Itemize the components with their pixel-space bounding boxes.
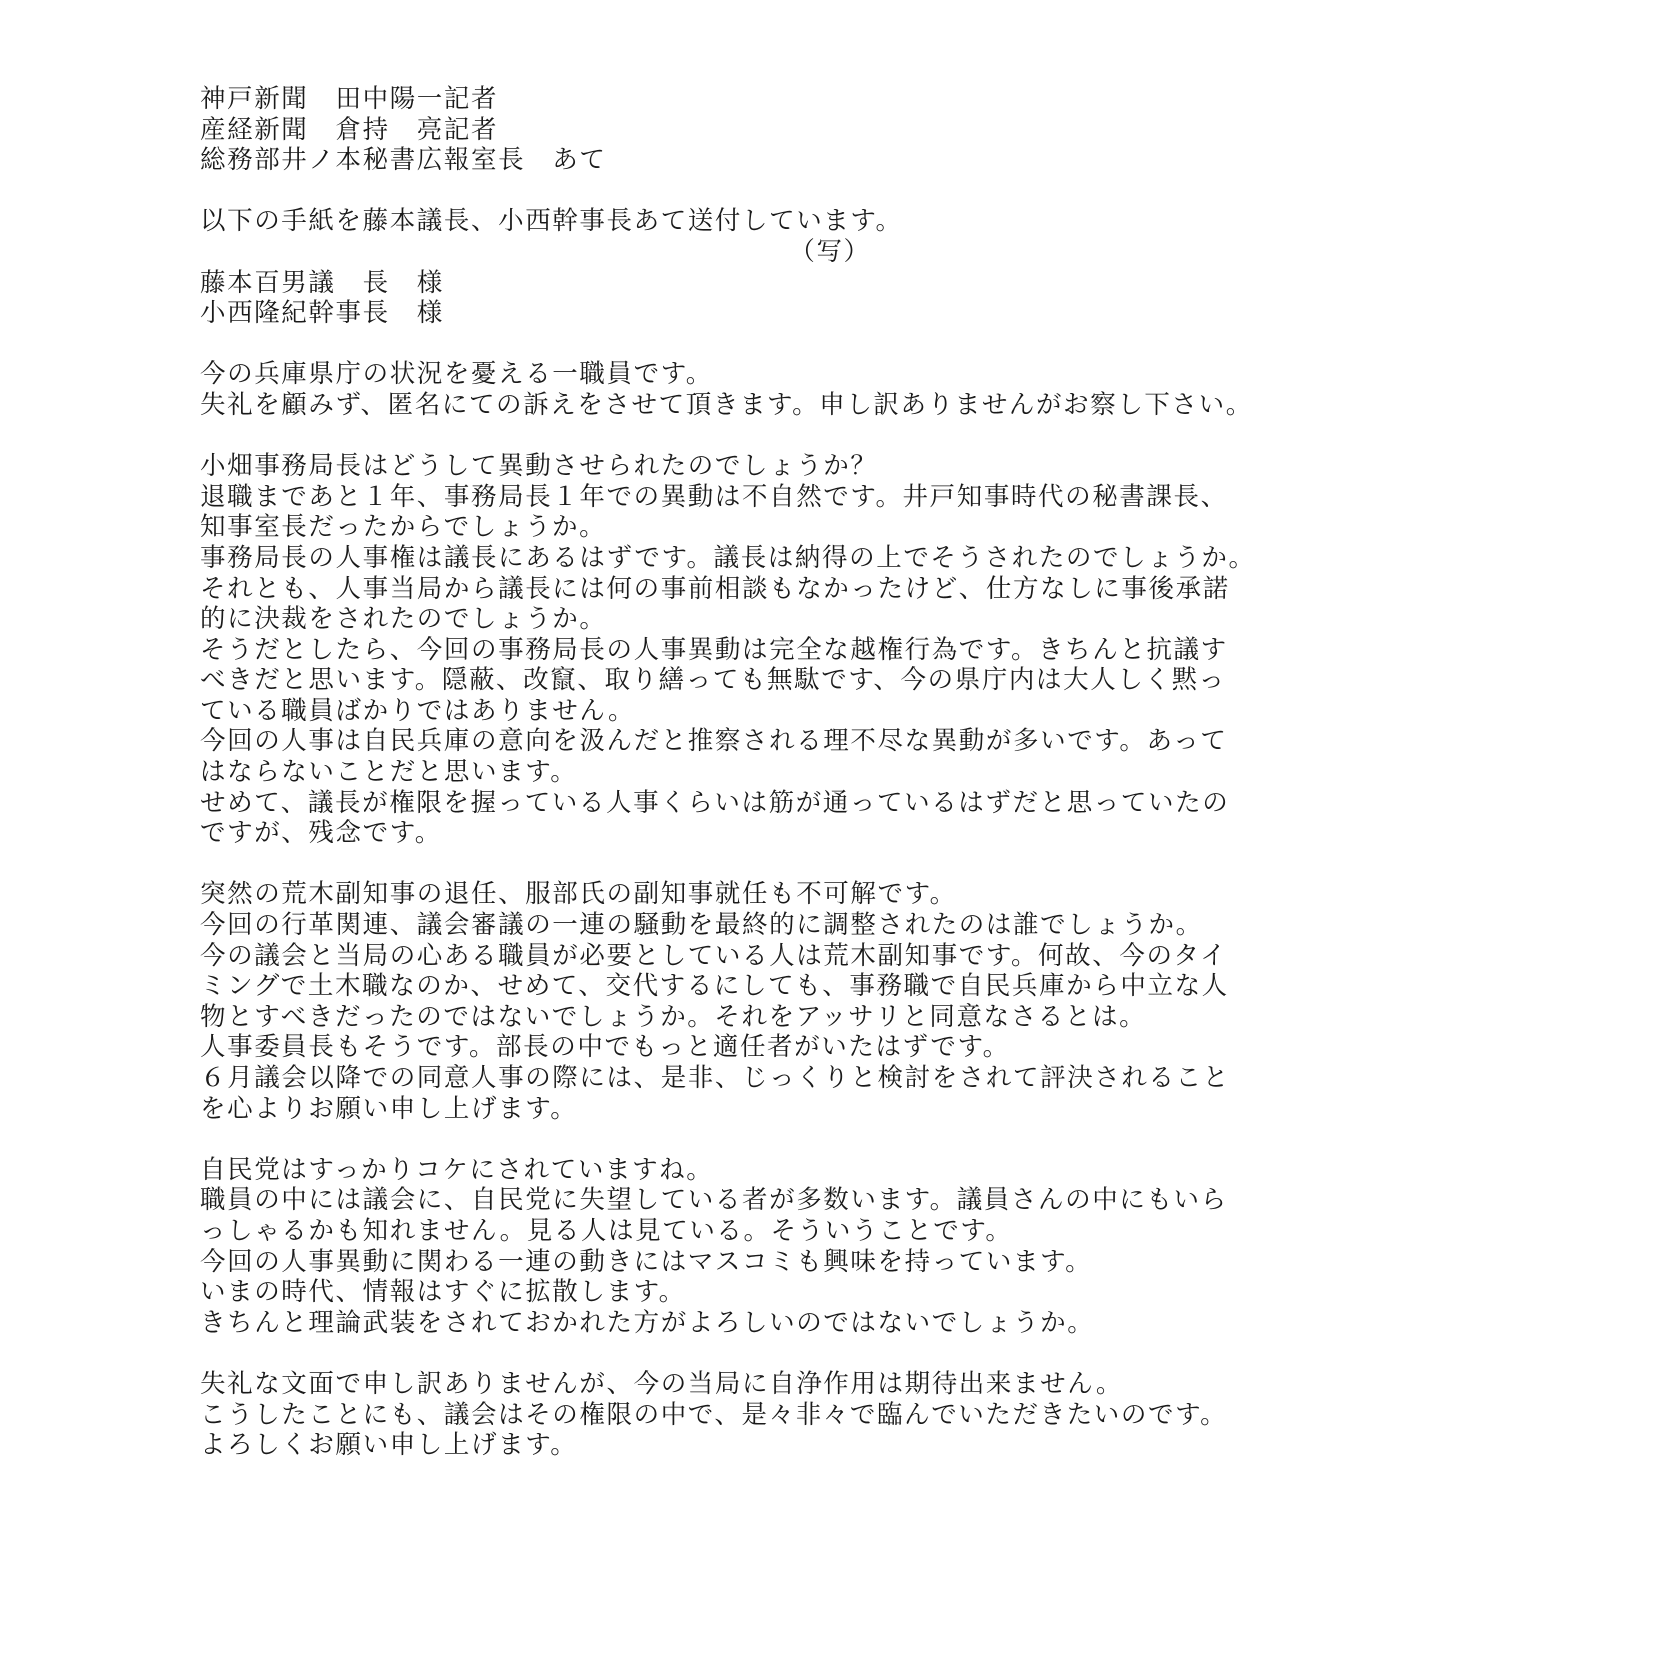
addressee-line: 神戸新聞 田中陽一記者 bbox=[200, 84, 499, 114]
body-line: きちんと理論武装をされておかれた方がよろしいのではないでしょうか。 bbox=[200, 1307, 1095, 1338]
intro-block bbox=[200, 206, 1500, 267]
body-line: ６月議会以降での同意人事の際には、是非、じっくりと検討をされて評決されること bbox=[200, 1063, 1230, 1093]
body-line: ている職員ばかりではありません。 bbox=[200, 695, 636, 726]
body-line: べきだと思います。隠蔽、改竄、取り繕っても無駄です、今の県庁内は大人しく黙っ bbox=[200, 665, 1226, 696]
body-line: を心よりお願い申し上げます。 bbox=[200, 1093, 578, 1124]
body-line: 今回の人事異動に関わる一連の動きにはマスコミも興味を持っています。 bbox=[200, 1246, 1093, 1277]
intro-line: 以下の手紙を藤本議長、小西幹事長あて送付しています。 bbox=[200, 206, 903, 237]
body-line: 事務局長の人事権は議長にあるはずです。議長は納得の上でそうされたのでしょうか。 bbox=[200, 542, 1256, 573]
body-line: 突然の荒木副知事の退任、服部氏の副知事就任も不可解です。 bbox=[200, 879, 957, 910]
body-line: せめて、議長が権限を握っている人事くらいは筋が通っているはずだと思っていたの bbox=[200, 787, 1230, 818]
body-line: 小畑事務局長はどうして異動させられたのでしょうか？ bbox=[200, 451, 878, 482]
body-line: 退職まであと１年、事務局長１年での異動は不自然です。井戸知事時代の秘書課長、 bbox=[200, 481, 1228, 512]
body-line: よろしくお願い申し上げます。 bbox=[200, 1430, 578, 1461]
body-line: 的に決裁をされたのでしょうか。 bbox=[200, 604, 607, 635]
body-line: いまの時代、情報はすぐに拡散します。 bbox=[200, 1277, 686, 1308]
addressee-block bbox=[200, 84, 1500, 176]
body-line: 失礼を顧みず、匿名にての訴えをさせて頂きます。申し訳ありませんがお察し下さい。 bbox=[200, 389, 1253, 420]
body-line: 今の兵庫県庁の状況を憂える一職員です。 bbox=[200, 359, 713, 390]
body-line: ミングで土木職なのか、せめて、交代するにしても、事務職で自民兵庫から中立な人 bbox=[200, 971, 1229, 1002]
body-line: 職員の中には議会に、自民党に失望している者が多数います。議員さんの中にもいら bbox=[200, 1185, 1228, 1216]
salutation-line: 小西隆紀幹事長 様 bbox=[200, 298, 444, 329]
body-line: そうだとしたら、今回の事務局長の人事異動は完全な越権行為です。きちんと抗議す bbox=[200, 634, 1228, 665]
body-line: それとも、人事当局から議長には何の事前相談もなかったけど、仕方なしに事後承諾 bbox=[200, 573, 1230, 604]
body-line: ですが、残念です。 bbox=[200, 818, 442, 849]
body-line: 人事委員長もそうです。部長の中でもっと適任者がいたはずです。 bbox=[200, 1032, 1010, 1063]
paragraph-1 bbox=[200, 359, 1500, 420]
letter-body bbox=[200, 84, 1500, 1461]
salutation-block bbox=[200, 268, 1500, 329]
salutation-line: 藤本百男議 長 様 bbox=[200, 267, 444, 298]
body-line: 今回の人事は自民兵庫の意向を汲んだと推察される理不尽な異動が多いです。あって bbox=[200, 726, 1228, 757]
body-line: 知事室長だったからでしょうか。 bbox=[200, 512, 607, 543]
body-line: 自民党はすっかりコケにされていますね。 bbox=[200, 1154, 714, 1185]
paragraph-2 bbox=[200, 451, 1500, 849]
body-line: はならないことだと思います。 bbox=[200, 757, 578, 788]
body-line: 失礼な文面で申し訳ありませんが、今の当局に自浄作用は期待出来ません。 bbox=[200, 1368, 1123, 1399]
body-line: っしゃるかも知れません。見る人は見ている。そういうことです。 bbox=[200, 1215, 1013, 1246]
body-line: 今回の行革関連、議会審議の一連の騒動を最終的に調整されたのは誰でしょうか。 bbox=[200, 910, 1203, 941]
copy-mark: （写） bbox=[789, 236, 871, 267]
body-line: 物とすべきだったのではないでしょうか。それをアッサリと同意なさるとは。 bbox=[200, 1001, 1147, 1032]
paragraph-5 bbox=[200, 1369, 1500, 1461]
addressee-line: 総務部井ノ本秘書広報室長 あて bbox=[200, 145, 607, 176]
body-line: こうしたことにも、議会はその権限の中で、是々非々で臨んでいただきたいのです。 bbox=[200, 1399, 1228, 1430]
body-line: 今の議会と当局の心ある職員が必要としている人は荒木副知事です。何故、今のタイ bbox=[200, 940, 1228, 971]
paragraph-4 bbox=[200, 1155, 1500, 1339]
addressee-line: 産経新聞 倉持 亮記者 bbox=[200, 114, 499, 145]
paragraph-3 bbox=[200, 879, 1500, 1124]
